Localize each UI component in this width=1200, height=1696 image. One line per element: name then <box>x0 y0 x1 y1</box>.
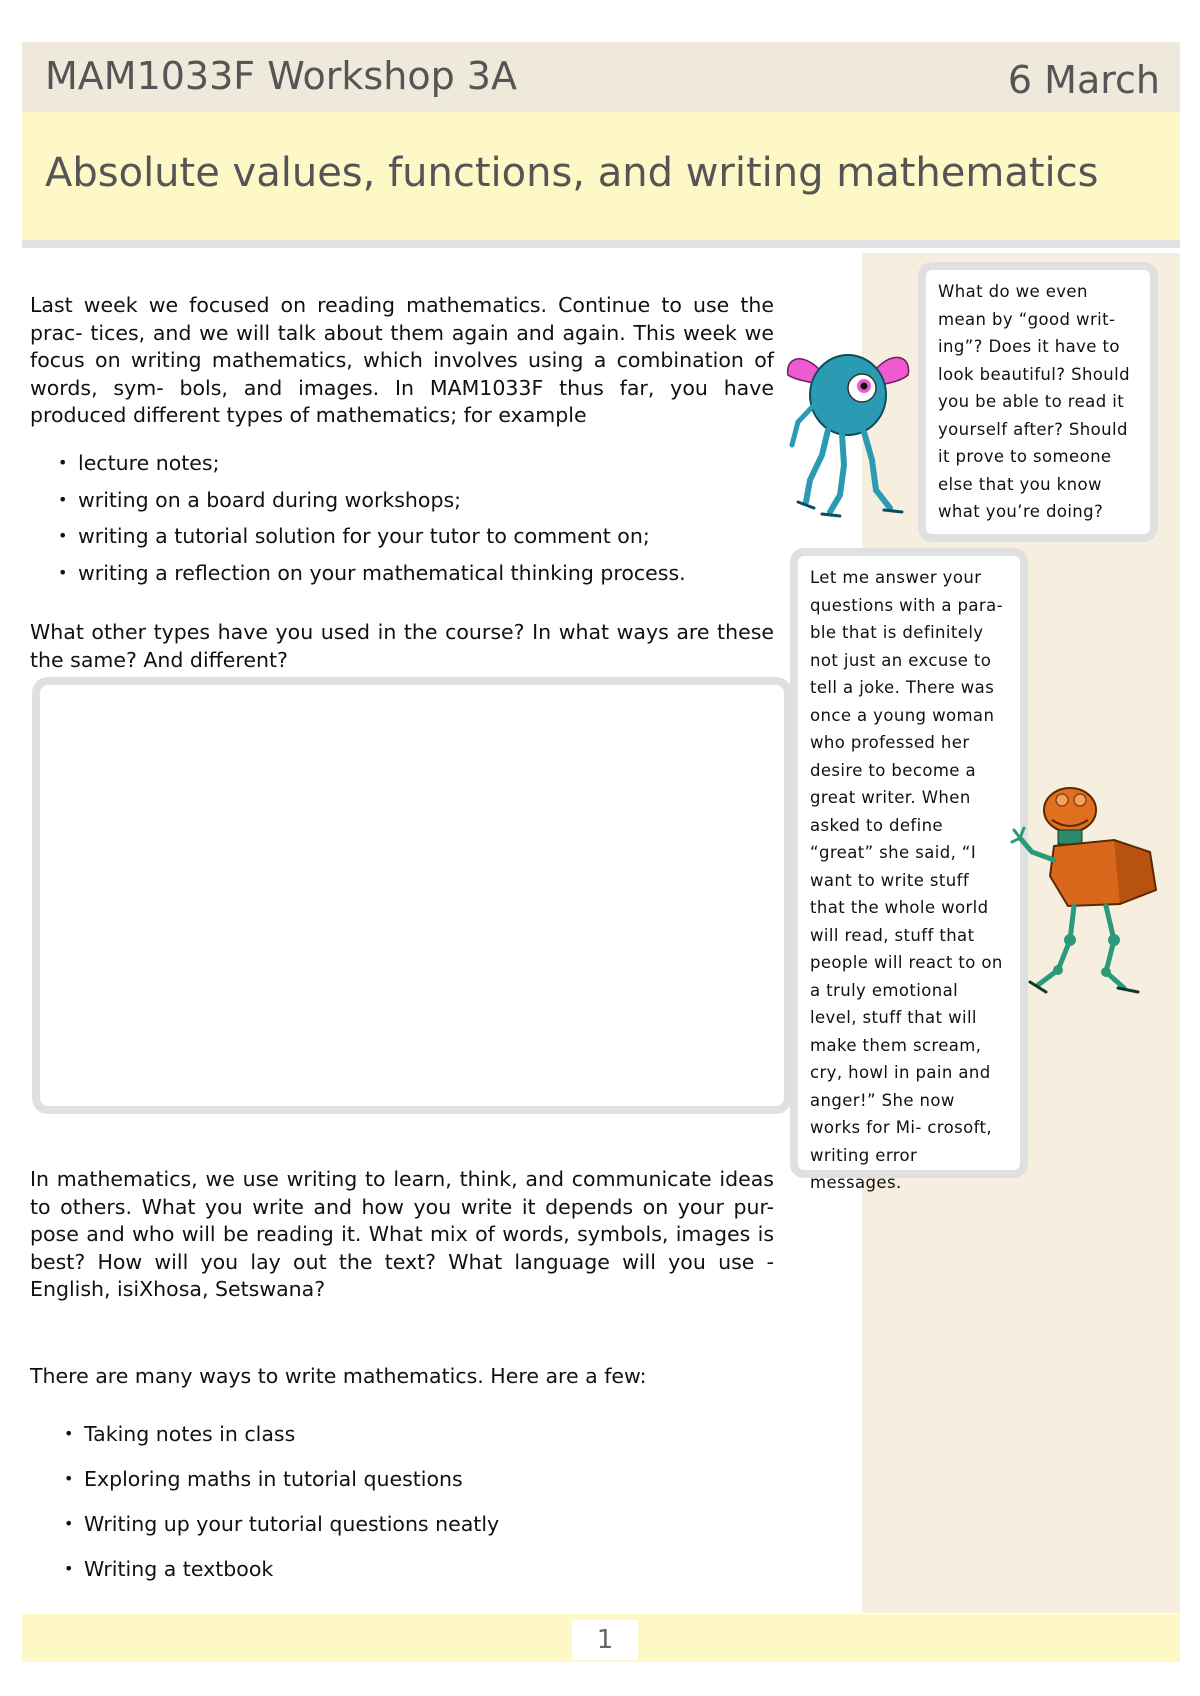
document-title: MAM1033F Workshop 3A <box>45 54 517 98</box>
list-item: • writing on a board during workshops; <box>58 486 758 523</box>
answer-box[interactable] <box>32 677 792 1114</box>
list-item: • writing a reflection on your mathematical thinking process. <box>58 559 758 596</box>
intro-paragraph: Last week we focused on reading mathematics. Continue to use the prac- tices, and we will talk about them again and again. This week we focus on writing mathematics, which involves using a combination of words, sym- bols, and images. In MAM1033F thus far, you have produced different types of mathematics; for example <box>30 293 774 427</box>
list-item: • Taking notes in class <box>64 1420 764 1465</box>
list-item: • Exploring maths in tutorial questions <box>64 1465 764 1510</box>
ways-list <box>64 1420 764 1600</box>
speech-bubble-answer: Let me answer your questions with a para- ble that is definitely not just an excuse to tell a joke. There was once a young woman who professed her desire to become a great writer. When asked to define “great” she said, “I want to write stuff that the whole world will read, stuff that people will react to on a truly emotional level, stuff that will make them scream, cry, howl in pain and anger!” She now works for Mi- crosoft, writing error messages. <box>790 548 1028 1178</box>
subtitle-divider <box>22 240 1180 248</box>
blue-monster-illustration <box>780 330 915 520</box>
writing-paragraph: In mathematics, we use writing to learn, think, and communicate ideas to others. What you write and how you write it depends on your pur- pose and who will be reading it. What mix of words, symbols, images is best? How will you lay out the text? What language will you use - English, isiXhosa, Setswana? <box>30 1167 774 1301</box>
document-subtitle: Absolute values, functions, and writing mathematics <box>45 150 1099 196</box>
ways-intro: There are many ways to write mathematics. Here are a few: <box>30 1364 647 1388</box>
orange-robot-illustration <box>1010 780 1170 1000</box>
page-number: 1 <box>572 1620 638 1660</box>
question-paragraph: What other types have you used in the course? In what ways are these the same? And different? <box>30 620 774 672</box>
list-item: • writing a tutorial solution for your tutor to comment on; <box>58 522 758 559</box>
speech-bubble-question: What do we even mean by “good writ- ing”? Does it have to look beautiful? Should you be able to read it yourself after? Should it prove to someone else that you know what you’re doing? <box>918 262 1158 542</box>
output-types-list <box>58 449 758 595</box>
list-item: • lecture notes; <box>58 449 758 486</box>
list-item: • Writing a textbook <box>64 1555 764 1600</box>
document-date: 6 March <box>1007 58 1160 102</box>
list-item: • Writing up your tutorial questions neatly <box>64 1510 764 1555</box>
